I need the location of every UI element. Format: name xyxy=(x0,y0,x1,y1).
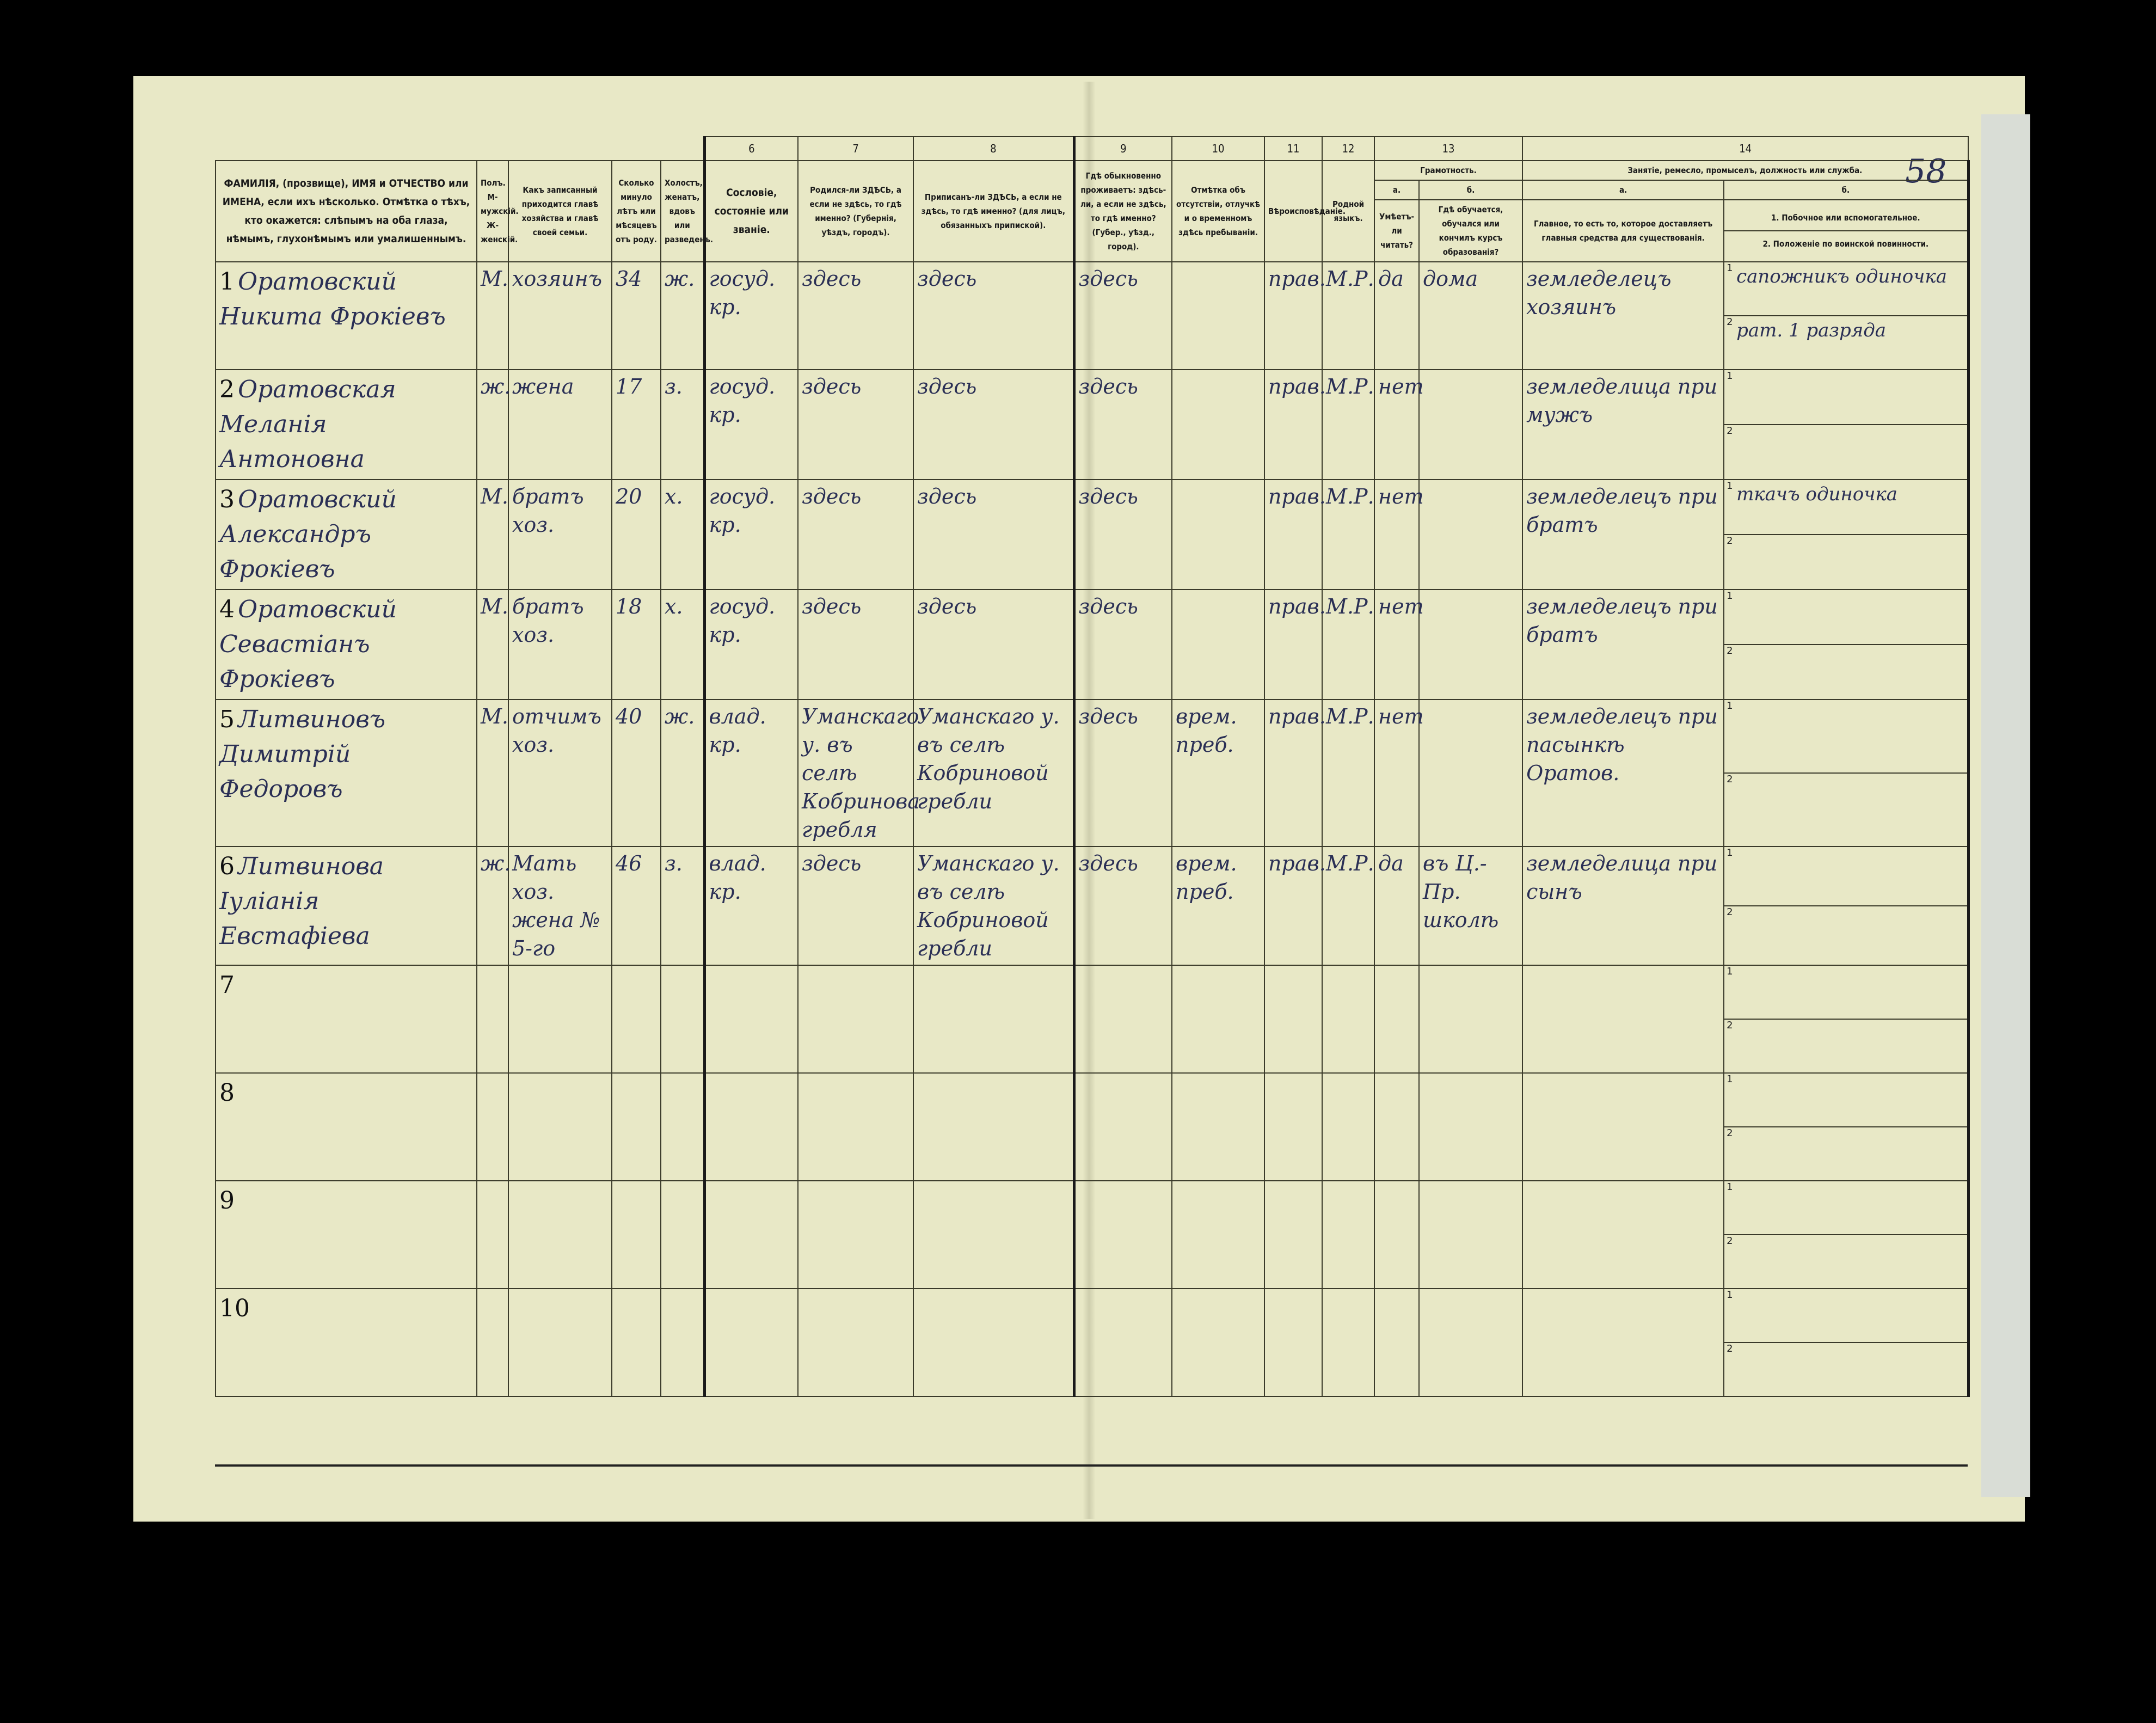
cell-sex xyxy=(477,1073,508,1181)
cell-live: здесь xyxy=(1074,262,1172,370)
person-name: Оратовский Александръ Фрокіевъ xyxy=(219,486,397,583)
header-birthplace: Родился-ли ЗДѢСЬ, а если не здѣсь, то гдѣ именно? (Губернія, уѣздъ, городъ). xyxy=(798,161,913,262)
cell-rel-faith: прав. xyxy=(1264,590,1322,700)
cell-reg: Уманскаго у. въ селѣ Кобриновой гребли xyxy=(913,700,1074,847)
cell-mar xyxy=(661,1289,704,1396)
cell-lang: М.Р. xyxy=(1322,847,1374,965)
cell-live: здесь xyxy=(1074,700,1172,847)
person-name: Оратовский Севастіанъ Фрокіевъ xyxy=(219,596,397,693)
military-status xyxy=(1724,1127,1967,1180)
cell-sex: М. xyxy=(477,480,508,590)
header-main-occupation: Главное, то есть то, которое доставляетъ главныя средства для существованія. xyxy=(1522,200,1724,262)
header-relation: Какъ записанный приходится главѣ хозяйства и главѣ своей семьи. xyxy=(508,161,612,262)
col-num-6: 6 xyxy=(704,137,798,161)
cell-lit-b: въ Ц.-Пр. школѣ xyxy=(1419,847,1522,965)
cell-absent xyxy=(1172,480,1264,590)
cell-occ-main xyxy=(1522,965,1724,1073)
cell-occ-main: земледелецъ при братъ xyxy=(1522,480,1724,590)
subrow-number: 1 xyxy=(1727,700,1733,712)
cell-occ-main: земледелецъ хозяинъ xyxy=(1522,262,1724,370)
col-num-14: 14 xyxy=(1522,137,1968,161)
cell-lit-a: да xyxy=(1374,262,1419,370)
military-status xyxy=(1724,1235,1967,1288)
header-marital: Холостъ, женатъ, вдовъ или разведенъ. xyxy=(661,161,704,262)
cell-occ-main: земледелица при сынъ xyxy=(1522,847,1724,965)
row-number: 1 xyxy=(219,268,235,296)
table-row xyxy=(216,262,1968,370)
header-14b2: 2. Положеніе по воинской повинности. xyxy=(1762,239,1929,249)
cell-lit-a xyxy=(1374,1289,1419,1396)
table-row xyxy=(216,700,1968,847)
cell-lang: М.Р. xyxy=(1322,590,1374,700)
person-name: Оратовский Никита Фрокіевъ xyxy=(219,268,446,330)
cell-rel xyxy=(508,1181,612,1289)
cell-estate: госуд. кр. xyxy=(704,370,798,480)
military-status xyxy=(1724,906,1967,965)
cell-reg: здесь xyxy=(913,590,1074,700)
cell-absent: врем. преб. xyxy=(1172,847,1264,965)
column-number-row xyxy=(216,137,1968,161)
cell-sex xyxy=(477,1289,508,1396)
cell-rel-faith: прав. xyxy=(1264,847,1322,965)
cell-side-occupation xyxy=(1724,1289,1968,1396)
cell-absent xyxy=(1172,590,1264,700)
side-occupation xyxy=(1724,370,1967,425)
cell-lit-b xyxy=(1419,1073,1522,1181)
header-residence: Гдѣ обыкновенно проживаетъ: здѣсь-ли, а если не здѣсь, то гдѣ именно? (Губер., уѣзд., город). xyxy=(1074,161,1172,262)
row-number: 6 xyxy=(219,853,235,880)
header-literacy: Грамотность. xyxy=(1374,161,1522,180)
side-occupation xyxy=(1724,700,1967,774)
cell-estate xyxy=(704,1073,798,1181)
cell-age xyxy=(612,1181,661,1289)
cell-side-occupation xyxy=(1724,1073,1968,1181)
cell-lit-a: нет xyxy=(1374,590,1419,700)
cell-side-occupation xyxy=(1724,700,1968,847)
person-name-cell xyxy=(216,1073,477,1181)
census-rows xyxy=(216,262,1968,1396)
military-status xyxy=(1724,1020,1967,1072)
side-occupation xyxy=(1724,1074,1967,1127)
table-row xyxy=(216,1181,1968,1289)
cell-side-occupation xyxy=(1724,370,1968,480)
cell-rel: Мать хоз. жена № 5-го xyxy=(508,847,612,965)
cell-occ-main: земледелецъ при братъ xyxy=(1522,590,1724,700)
cell-rel: отчимъ хоз. xyxy=(508,700,612,847)
cell-lit-a: нет xyxy=(1374,370,1419,480)
side-occupation xyxy=(1724,262,1967,316)
col-num-8: 8 xyxy=(913,137,1074,161)
person-name-cell xyxy=(216,1181,477,1289)
cell-mar xyxy=(661,1073,704,1181)
cell-rel: братъ хоз. xyxy=(508,590,612,700)
person-name: Литвиновъ Димитрій Федоровъ xyxy=(219,706,386,803)
person-name-cell xyxy=(216,700,477,847)
cell-age xyxy=(612,1289,661,1396)
cell-lang xyxy=(1322,965,1374,1073)
table-row xyxy=(216,1289,1968,1396)
cell-lit-b xyxy=(1419,700,1522,847)
side-occupation xyxy=(1724,1289,1967,1343)
cell-lit-a xyxy=(1374,1073,1419,1181)
cell-age: 18 xyxy=(612,590,661,700)
cell-rel xyxy=(508,1289,612,1396)
cell-reg xyxy=(913,1289,1074,1396)
cell-rel-faith xyxy=(1264,1181,1322,1289)
military-status xyxy=(1724,645,1967,699)
cell-age: 46 xyxy=(612,847,661,965)
row-number: 7 xyxy=(219,971,235,999)
cell-absent xyxy=(1172,1289,1264,1396)
cell-estate: госуд. кр. xyxy=(704,590,798,700)
cell-reg xyxy=(913,965,1074,1073)
col-num-7: 7 xyxy=(798,137,913,161)
cell-occ-main xyxy=(1522,1181,1724,1289)
subrow-number: 2 xyxy=(1727,906,1733,918)
subrow-number: 1 xyxy=(1727,262,1733,274)
census-table xyxy=(215,136,1970,1397)
row-number: 3 xyxy=(219,486,235,513)
cell-sex: ж. xyxy=(477,847,508,965)
table-row xyxy=(216,590,1968,700)
cell-lit-b xyxy=(1419,370,1522,480)
header-religion: Вѣроисповѣданіе. xyxy=(1264,161,1322,262)
row-number: 4 xyxy=(219,596,235,623)
header-sex: Полъ. М-мужскій. Ж-женскій. xyxy=(477,161,508,262)
cell-absent xyxy=(1172,370,1264,480)
cell-mar: х. xyxy=(661,590,704,700)
cell-side-occupation xyxy=(1724,965,1968,1073)
cell-lang xyxy=(1322,1181,1374,1289)
person-name-cell xyxy=(216,262,477,370)
cell-estate: влад. кр. xyxy=(704,847,798,965)
cell-side-occupation xyxy=(1724,262,1968,370)
subrow-number: 1 xyxy=(1727,1289,1733,1301)
header-13a-letter: а. xyxy=(1374,180,1419,200)
cell-reg: Уманскаго у. въ селѣ Кобриновой гребли xyxy=(913,847,1074,965)
person-name-cell xyxy=(216,1289,477,1396)
cell-lit-b xyxy=(1419,1181,1522,1289)
subrow-number: 1 xyxy=(1727,480,1733,492)
cell-lit-b xyxy=(1419,590,1522,700)
person-name-cell xyxy=(216,480,477,590)
subrow-text: ткачъ одиночка xyxy=(1736,483,1898,505)
subrow-number: 2 xyxy=(1727,1343,1733,1354)
header-14b1: 1. Побочное или вспомогательное. xyxy=(1724,205,1967,231)
side-occupation xyxy=(1724,1181,1967,1235)
cell-lit-a xyxy=(1374,1181,1419,1289)
cell-mar: ж. xyxy=(661,262,704,370)
cell-age xyxy=(612,965,661,1073)
header-language: Родной языкъ. xyxy=(1322,161,1374,262)
cell-lang: М.Р. xyxy=(1322,262,1374,370)
subrow-number: 1 xyxy=(1727,370,1733,382)
military-status xyxy=(1724,535,1967,589)
cell-rel-faith: прав. xyxy=(1264,700,1322,847)
person-name: Оратовская Меланія Антоновна xyxy=(219,376,396,473)
cell-lit-b xyxy=(1419,965,1522,1073)
header-estate: Сословіе, состояніе или званіе. xyxy=(704,161,798,262)
col-num-12: 12 xyxy=(1322,137,1374,161)
table-row xyxy=(216,847,1968,965)
page-number: 58 xyxy=(1905,152,1947,191)
row-number: 8 xyxy=(219,1079,235,1107)
cell-born xyxy=(798,1181,913,1289)
col-num-10: 10 xyxy=(1172,137,1264,161)
cell-rel: жена xyxy=(508,370,612,480)
subrow-number: 2 xyxy=(1727,1127,1733,1139)
cell-absent: врем. преб. xyxy=(1172,700,1264,847)
header-side-occupation xyxy=(1724,200,1968,262)
cell-rel-faith: прав. xyxy=(1264,262,1322,370)
cell-side-occupation xyxy=(1724,1181,1968,1289)
side-occupation xyxy=(1724,847,1967,906)
cell-occ-main xyxy=(1522,1289,1724,1396)
cell-born xyxy=(798,1073,913,1181)
cell-born xyxy=(798,1289,913,1396)
cell-sex xyxy=(477,1181,508,1289)
side-occupation xyxy=(1724,590,1967,645)
cell-estate: госуд. кр. xyxy=(704,262,798,370)
cell-rel-faith xyxy=(1264,1073,1322,1181)
cell-rel: братъ хоз. xyxy=(508,480,612,590)
cell-rel: хозяинъ xyxy=(508,262,612,370)
side-occupation xyxy=(1724,480,1967,535)
cell-live: здесь xyxy=(1074,370,1172,480)
cell-born: Уманскаго у. въ селѣ Кобринова гребля xyxy=(798,700,913,847)
cell-lit-b: дома xyxy=(1419,262,1522,370)
cell-live: здесь xyxy=(1074,480,1172,590)
cell-lang: М.Р. xyxy=(1322,480,1374,590)
header-occupation: Занятіе, ремесло, промыселъ, должность или служба. xyxy=(1522,161,1968,180)
header-age: Сколько минуло лѣтъ или мѣсяцевъ отъ роду. xyxy=(612,161,661,262)
subrow-number: 2 xyxy=(1727,425,1733,437)
cell-mar: ж. xyxy=(661,700,704,847)
header-group-row xyxy=(216,161,1968,180)
cell-age: 20 xyxy=(612,480,661,590)
subrow-text: рат. 1 разряда xyxy=(1736,320,1887,341)
cell-mar xyxy=(661,965,704,1073)
cell-lit-a: нет xyxy=(1374,480,1419,590)
cell-reg: здесь xyxy=(913,262,1074,370)
cell-estate xyxy=(704,965,798,1073)
cell-reg: здесь xyxy=(913,480,1074,590)
cell-rel-faith: прав. xyxy=(1264,480,1322,590)
cell-absent xyxy=(1172,965,1264,1073)
header-absence: Отмѣтка объ отсутствіи, отлучкѣ и о временномъ здѣсь пребываніи. xyxy=(1172,161,1264,262)
cell-reg xyxy=(913,1181,1074,1289)
cell-rel-faith xyxy=(1264,1289,1322,1396)
person-name-cell xyxy=(216,590,477,700)
subrow-number: 1 xyxy=(1727,590,1733,602)
cell-lang: М.Р. xyxy=(1322,700,1374,847)
cell-born: здесь xyxy=(798,262,913,370)
cell-lit-b xyxy=(1419,480,1522,590)
subrow-number: 1 xyxy=(1727,847,1733,859)
header-education: Гдѣ обучается, обучался или кончилъ курсъ образованія? xyxy=(1419,200,1522,262)
military-status xyxy=(1724,425,1967,479)
header-name: ФАМИЛІЯ, (прозвище), ИМЯ и ОТЧЕСТВО или ИМЕНА, если ихъ нѣсколько. Отмѣтка о тѣхъ, кто окажется: слѣпымъ на оба глаза, нѣмымъ, глухонѣмымъ или умалишеннымъ. xyxy=(216,161,477,262)
subrow-number: 2 xyxy=(1727,316,1733,328)
person-name-cell xyxy=(216,965,477,1073)
cell-lit-a xyxy=(1374,965,1419,1073)
subrow-number: 2 xyxy=(1727,774,1733,785)
row-number: 10 xyxy=(219,1295,250,1322)
cell-mar: з. xyxy=(661,847,704,965)
cell-side-occupation xyxy=(1724,590,1968,700)
cell-age: 17 xyxy=(612,370,661,480)
cell-absent xyxy=(1172,1073,1264,1181)
cell-estate: влад. кр. xyxy=(704,700,798,847)
cell-born: здесь xyxy=(798,590,913,700)
subrow-number: 2 xyxy=(1727,1020,1733,1031)
header-13b-letter: б. xyxy=(1419,180,1522,200)
cell-occ-main xyxy=(1522,1073,1724,1181)
table-row xyxy=(216,370,1968,480)
header-can-read: Умѣетъ-ли читать? xyxy=(1374,200,1419,262)
cell-rel xyxy=(508,965,612,1073)
cell-lang xyxy=(1322,1289,1374,1396)
header-14a-letter: а. xyxy=(1522,180,1724,200)
military-status xyxy=(1724,316,1967,369)
cell-rel-faith: прав. xyxy=(1264,370,1322,480)
cell-mar: з. xyxy=(661,370,704,480)
table-row xyxy=(216,480,1968,590)
cell-sex xyxy=(477,965,508,1073)
cell-lit-a: нет xyxy=(1374,700,1419,847)
cell-sex: М. xyxy=(477,590,508,700)
cell-absent xyxy=(1172,262,1264,370)
subrow-number: 2 xyxy=(1727,645,1733,657)
col-num-9: 9 xyxy=(1074,137,1172,161)
cell-estate xyxy=(704,1289,798,1396)
cell-born: здесь xyxy=(798,370,913,480)
cell-rel-faith xyxy=(1264,965,1322,1073)
person-name-cell xyxy=(216,370,477,480)
cell-lit-a: да xyxy=(1374,847,1419,965)
cell-live xyxy=(1074,1073,1172,1181)
table-row xyxy=(216,1073,1968,1181)
row-number: 5 xyxy=(219,706,235,733)
sheet-edge xyxy=(1981,114,2030,1497)
header-registered: Приписанъ-ли ЗДѢСЬ, а если не здѣсь, то гдѣ именно? (для лицъ, обязанныхъ припиской). xyxy=(913,161,1074,262)
person-name: Литвинова Іуліанія Евстафіева xyxy=(219,853,384,950)
cell-live xyxy=(1074,1289,1172,1396)
cell-mar xyxy=(661,1181,704,1289)
cell-live xyxy=(1074,965,1172,1073)
cell-sex: М. xyxy=(477,262,508,370)
subrow-text: сапожникъ одиночка xyxy=(1736,266,1947,287)
cell-sex: М. xyxy=(477,700,508,847)
cell-rel xyxy=(508,1073,612,1181)
person-name-cell xyxy=(216,847,477,965)
cell-estate: госуд. кр. xyxy=(704,480,798,590)
cell-mar: х. xyxy=(661,480,704,590)
cell-reg xyxy=(913,1073,1074,1181)
military-status xyxy=(1724,1343,1967,1396)
cell-live xyxy=(1074,1181,1172,1289)
header-14b-letter: б. xyxy=(1724,180,1968,200)
cell-side-occupation xyxy=(1724,847,1968,965)
table-bottom-rule xyxy=(215,1464,1968,1467)
row-number: 9 xyxy=(219,1187,235,1215)
cell-age: 34 xyxy=(612,262,661,370)
cell-lang: М.Р. xyxy=(1322,370,1374,480)
cell-estate xyxy=(704,1181,798,1289)
cell-born xyxy=(798,965,913,1073)
row-number: 2 xyxy=(219,376,235,403)
cell-occ-main: земледелецъ при пасынкѣ Оратов. xyxy=(1522,700,1724,847)
cell-occ-main: земледелица при мужъ xyxy=(1522,370,1724,480)
cell-live: здесь xyxy=(1074,847,1172,965)
cell-age: 40 xyxy=(612,700,661,847)
subrow-number: 1 xyxy=(1727,1074,1733,1085)
subrow-number: 1 xyxy=(1727,1181,1733,1193)
col-num-11: 11 xyxy=(1264,137,1322,161)
col-num-13: 13 xyxy=(1374,137,1522,161)
side-occupation xyxy=(1724,966,1967,1020)
cell-born: здесь xyxy=(798,480,913,590)
cell-live: здесь xyxy=(1074,590,1172,700)
cell-lit-b xyxy=(1419,1289,1522,1396)
cell-absent xyxy=(1172,1181,1264,1289)
cell-sex: ж. xyxy=(477,370,508,480)
subrow-number: 1 xyxy=(1727,966,1733,977)
subrow-number: 2 xyxy=(1727,1235,1733,1247)
table-row xyxy=(216,965,1968,1073)
cell-side-occupation xyxy=(1724,480,1968,590)
military-status xyxy=(1724,774,1967,846)
cell-age xyxy=(612,1073,661,1181)
cell-lang xyxy=(1322,1073,1374,1181)
cell-born: здесь xyxy=(798,847,913,965)
cell-reg: здесь xyxy=(913,370,1074,480)
subrow-number: 2 xyxy=(1727,535,1733,547)
